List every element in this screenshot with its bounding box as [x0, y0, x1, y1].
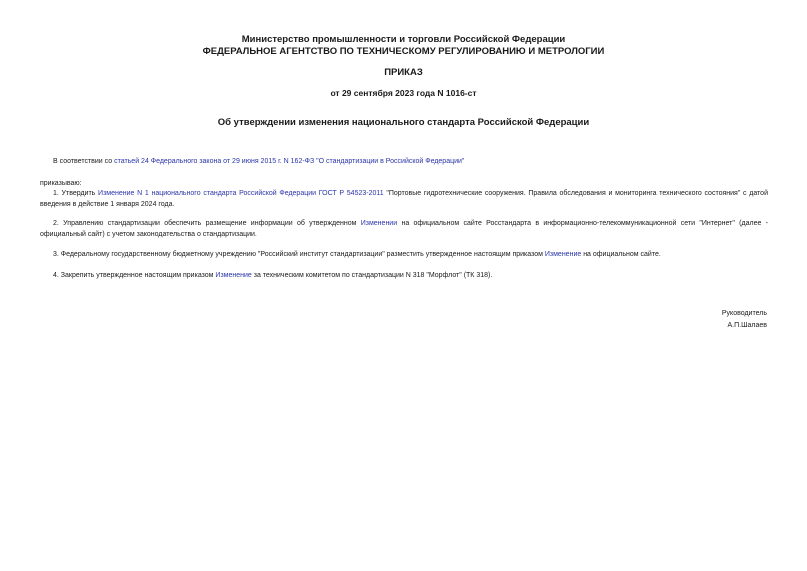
change-link-2[interactable]: Изменении [360, 220, 398, 227]
item-2-paragraph [40, 218, 768, 240]
document-type: ПРИКАЗ [384, 67, 423, 78]
agency-title: ФЕДЕРАЛЬНОЕ АГЕНТСТВО ПО ТЕХНИЧЕСКОМУ РЕГУЛИРОВАНИЮ И МЕТРОЛОГИИ [202, 46, 605, 57]
standard-change-link[interactable]: Изменение N 1 национального стандарта Российской Федерации ГОСТ Р 54523-2011 [98, 190, 384, 197]
signatory-name: А.П.Шалаев [727, 322, 767, 329]
item-2-suffix: на официальном сайте Росстандарта в информационно-телекоммуникационной сети "Интернет" (далее - официальный сайт) с учетом законодательства о стандартизации. [40, 220, 769, 238]
item-2-prefix: 2. Управлению стандартизации обеспечить размещение информации об утвержденном [53, 220, 361, 227]
item-1-prefix: 1. Утвердить [53, 190, 99, 197]
item-3-paragraph [40, 249, 768, 260]
signatory-title: Руководитель [721, 310, 767, 317]
basis-prefix: В соответствии со [53, 158, 115, 165]
order-word: приказываю: [40, 180, 82, 187]
item-3-prefix: 3. Федеральному государственному бюджетному учреждению "Российский институт стандартизации" разместить утвержденное настоящим приказом [53, 251, 545, 258]
document-date-number: от 29 сентября 2023 года N 1016-ст [330, 88, 477, 98]
change-link-3[interactable]: Изменение [544, 251, 582, 258]
change-link-4[interactable]: Изменение [215, 272, 252, 279]
item-4-prefix: 4. Закрепить утвержденное настоящим приказом [53, 272, 216, 279]
item-4-suffix: за техническим комитетом по стандартизации N 318 "Морфлот" (ТК 318). [251, 272, 493, 279]
ministry-title: Министерство промышленности и торговли Российской Федерации [241, 34, 566, 45]
document-subject: Об утверждении изменения национального стандарта Российской Федерации [217, 117, 590, 128]
law-article-link[interactable]: статьей 24 Федерального закона от 29 июня 2015 г. N 162-ФЗ "О стандартизации в Российской Федерации" [114, 158, 465, 165]
item-4-paragraph [40, 270, 768, 281]
item-3-suffix: на официальном сайте. [581, 251, 661, 258]
item-1-paragraph [40, 188, 768, 210]
basis-paragraph [40, 156, 768, 167]
item-1-suffix: "Портовые гидротехнические сооружения. Правила обследования и мониторинга технического состояния" с датой введения в действие 1 января 2024 года. [40, 190, 768, 208]
